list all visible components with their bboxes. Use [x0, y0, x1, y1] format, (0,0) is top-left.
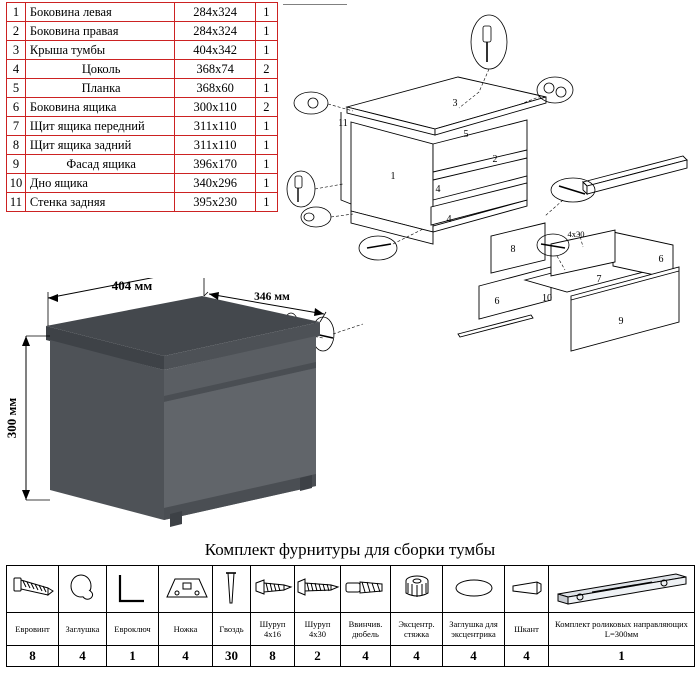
part-qty: 1: [255, 41, 277, 60]
part-size: 300х110: [175, 98, 255, 117]
part-qty: 1: [255, 3, 277, 22]
cam-lock-icon: [391, 566, 443, 613]
hardware-item-count: 4: [59, 646, 107, 667]
cap-icon: [59, 566, 107, 613]
part-qty: 1: [255, 117, 277, 136]
hardware-item-count: 4: [391, 646, 443, 667]
part-number: 11: [7, 193, 26, 212]
hardware-item-name: Евроключ: [107, 613, 159, 646]
table-row: [7, 117, 278, 136]
callout-6a: 6: [494, 296, 500, 307]
hardware-item-name: Заглушка: [59, 613, 107, 646]
part-qty: 1: [255, 22, 277, 41]
hardware-item-name: Гвоздь: [213, 613, 251, 646]
part-qty: 1: [255, 174, 277, 193]
part-name: Планка: [25, 79, 175, 98]
part-name: Фасад ящика: [25, 155, 175, 174]
part-qty: 1: [255, 155, 277, 174]
euro-screw-icon: [7, 566, 59, 613]
hardware-item-name: Ножка: [159, 613, 213, 646]
callout-10: 10: [542, 293, 552, 304]
part-name: Дно ящика: [25, 174, 175, 193]
part-qty: 1: [255, 136, 277, 155]
table-row: [7, 174, 278, 193]
nail-icon: [213, 566, 251, 613]
dowel-wood-icon: [505, 566, 549, 613]
hardware-item-count: 30: [213, 646, 251, 667]
part-size: 311х110: [175, 117, 255, 136]
part-number: 9: [7, 155, 26, 174]
dim-width-label: 404 мм: [111, 278, 153, 293]
callout-2: 2: [492, 154, 498, 165]
part-name: Боковина левая: [25, 3, 175, 22]
callout-9: 9: [618, 316, 624, 327]
dowel-icon: [341, 566, 391, 613]
hardware-item-name: Заглушка для эксцентрика: [443, 613, 505, 646]
parts-table: [6, 2, 278, 212]
part-name: Боковина правая: [25, 22, 175, 41]
euro-key-icon: [107, 566, 159, 613]
table-row: [7, 60, 278, 79]
table-row: [7, 98, 278, 117]
part-number: 7: [7, 117, 26, 136]
part-size: 396х170: [175, 155, 255, 174]
part-number: 8: [7, 136, 26, 155]
hardware-item-count: 8: [7, 646, 59, 667]
hardware-item-name: Ввинчив. дюбель: [341, 613, 391, 646]
leg-icon: [159, 566, 213, 613]
hardware-item-count: 1: [549, 646, 695, 667]
part-number: 5: [7, 79, 26, 98]
hardware-item-count: 4: [443, 646, 505, 667]
part-size: 368х74: [175, 60, 255, 79]
hardware-item-name: Шкант: [505, 613, 549, 646]
dim-height-label: 300 мм: [4, 397, 19, 439]
hardware-kit-table: [6, 565, 695, 667]
part-number: 4: [7, 60, 26, 79]
callout-8: 8: [510, 244, 516, 255]
table-row: [7, 41, 278, 60]
table-row: [7, 22, 278, 41]
callout-6b: 6: [658, 254, 664, 265]
hardware-item-count: 4: [159, 646, 213, 667]
callout-7: 7: [596, 274, 602, 285]
hardware-item-count: 2: [295, 646, 341, 667]
part-number: 2: [7, 22, 26, 41]
part-number: 6: [7, 98, 26, 117]
table-row: [7, 193, 278, 212]
dim-depth-label: 346 мм: [254, 291, 290, 303]
part-size: 404х342: [175, 41, 255, 60]
part-qty: 1: [255, 193, 277, 212]
part-name: Щит ящика передний: [25, 117, 175, 136]
cam-cap-icon: [443, 566, 505, 613]
part-name: Боковина ящика: [25, 98, 175, 117]
hardware-item-name: Комплект роликовых направляющих L=300мм: [549, 613, 695, 646]
callout-4a: 4: [435, 184, 441, 195]
table-row: [7, 3, 278, 22]
part-name: Щит ящика задний: [25, 136, 175, 155]
callout-screw-size: 4х30: [567, 229, 585, 239]
hardware-item-count: 4: [341, 646, 391, 667]
screw-4x30-icon: [295, 566, 341, 613]
part-number: 1: [7, 3, 26, 22]
callout-4b: 4: [446, 214, 452, 225]
part-qty: 1: [255, 79, 277, 98]
hardware-item-name: Шуруп 4х30: [295, 613, 341, 646]
hardware-item-count: 8: [251, 646, 295, 667]
part-name: Крыша тумбы: [25, 41, 175, 60]
callout-5: 5: [463, 129, 469, 140]
part-qty: 2: [255, 98, 277, 117]
hardware-item-name: Эксцентр. стяжка: [391, 613, 443, 646]
screw-4x16-icon: [251, 566, 295, 613]
hardware-kit-title: Комплект фурнитуры для сборки тумбы: [204, 540, 496, 559]
hardware-item-name: Евровинт: [7, 613, 59, 646]
callout-11: 11: [338, 118, 348, 129]
hardware-item-count: 1: [107, 646, 159, 667]
table-row: [7, 79, 278, 98]
part-name: Цоколь: [25, 60, 175, 79]
part-number: 10: [7, 174, 26, 193]
part-size: 284х324: [175, 3, 255, 22]
cabinet-dimension-drawing: [4, 278, 374, 548]
slide-rails-icon: [549, 566, 695, 613]
part-size: 368х60: [175, 79, 255, 98]
table-row: [7, 155, 278, 174]
table-row: [7, 136, 278, 155]
part-size: 340х296: [175, 174, 255, 193]
hardware-item-name: Шуруп 4х16: [251, 613, 295, 646]
part-name: Стенка задняя: [25, 193, 175, 212]
callout-3: 3: [452, 98, 458, 109]
hardware-item-count: 4: [505, 646, 549, 667]
part-size: 311х110: [175, 136, 255, 155]
callout-1: 1: [390, 171, 396, 182]
part-qty: 2: [255, 60, 277, 79]
part-size: 284х324: [175, 22, 255, 41]
part-number: 3: [7, 41, 26, 60]
part-size: 395х230: [175, 193, 255, 212]
